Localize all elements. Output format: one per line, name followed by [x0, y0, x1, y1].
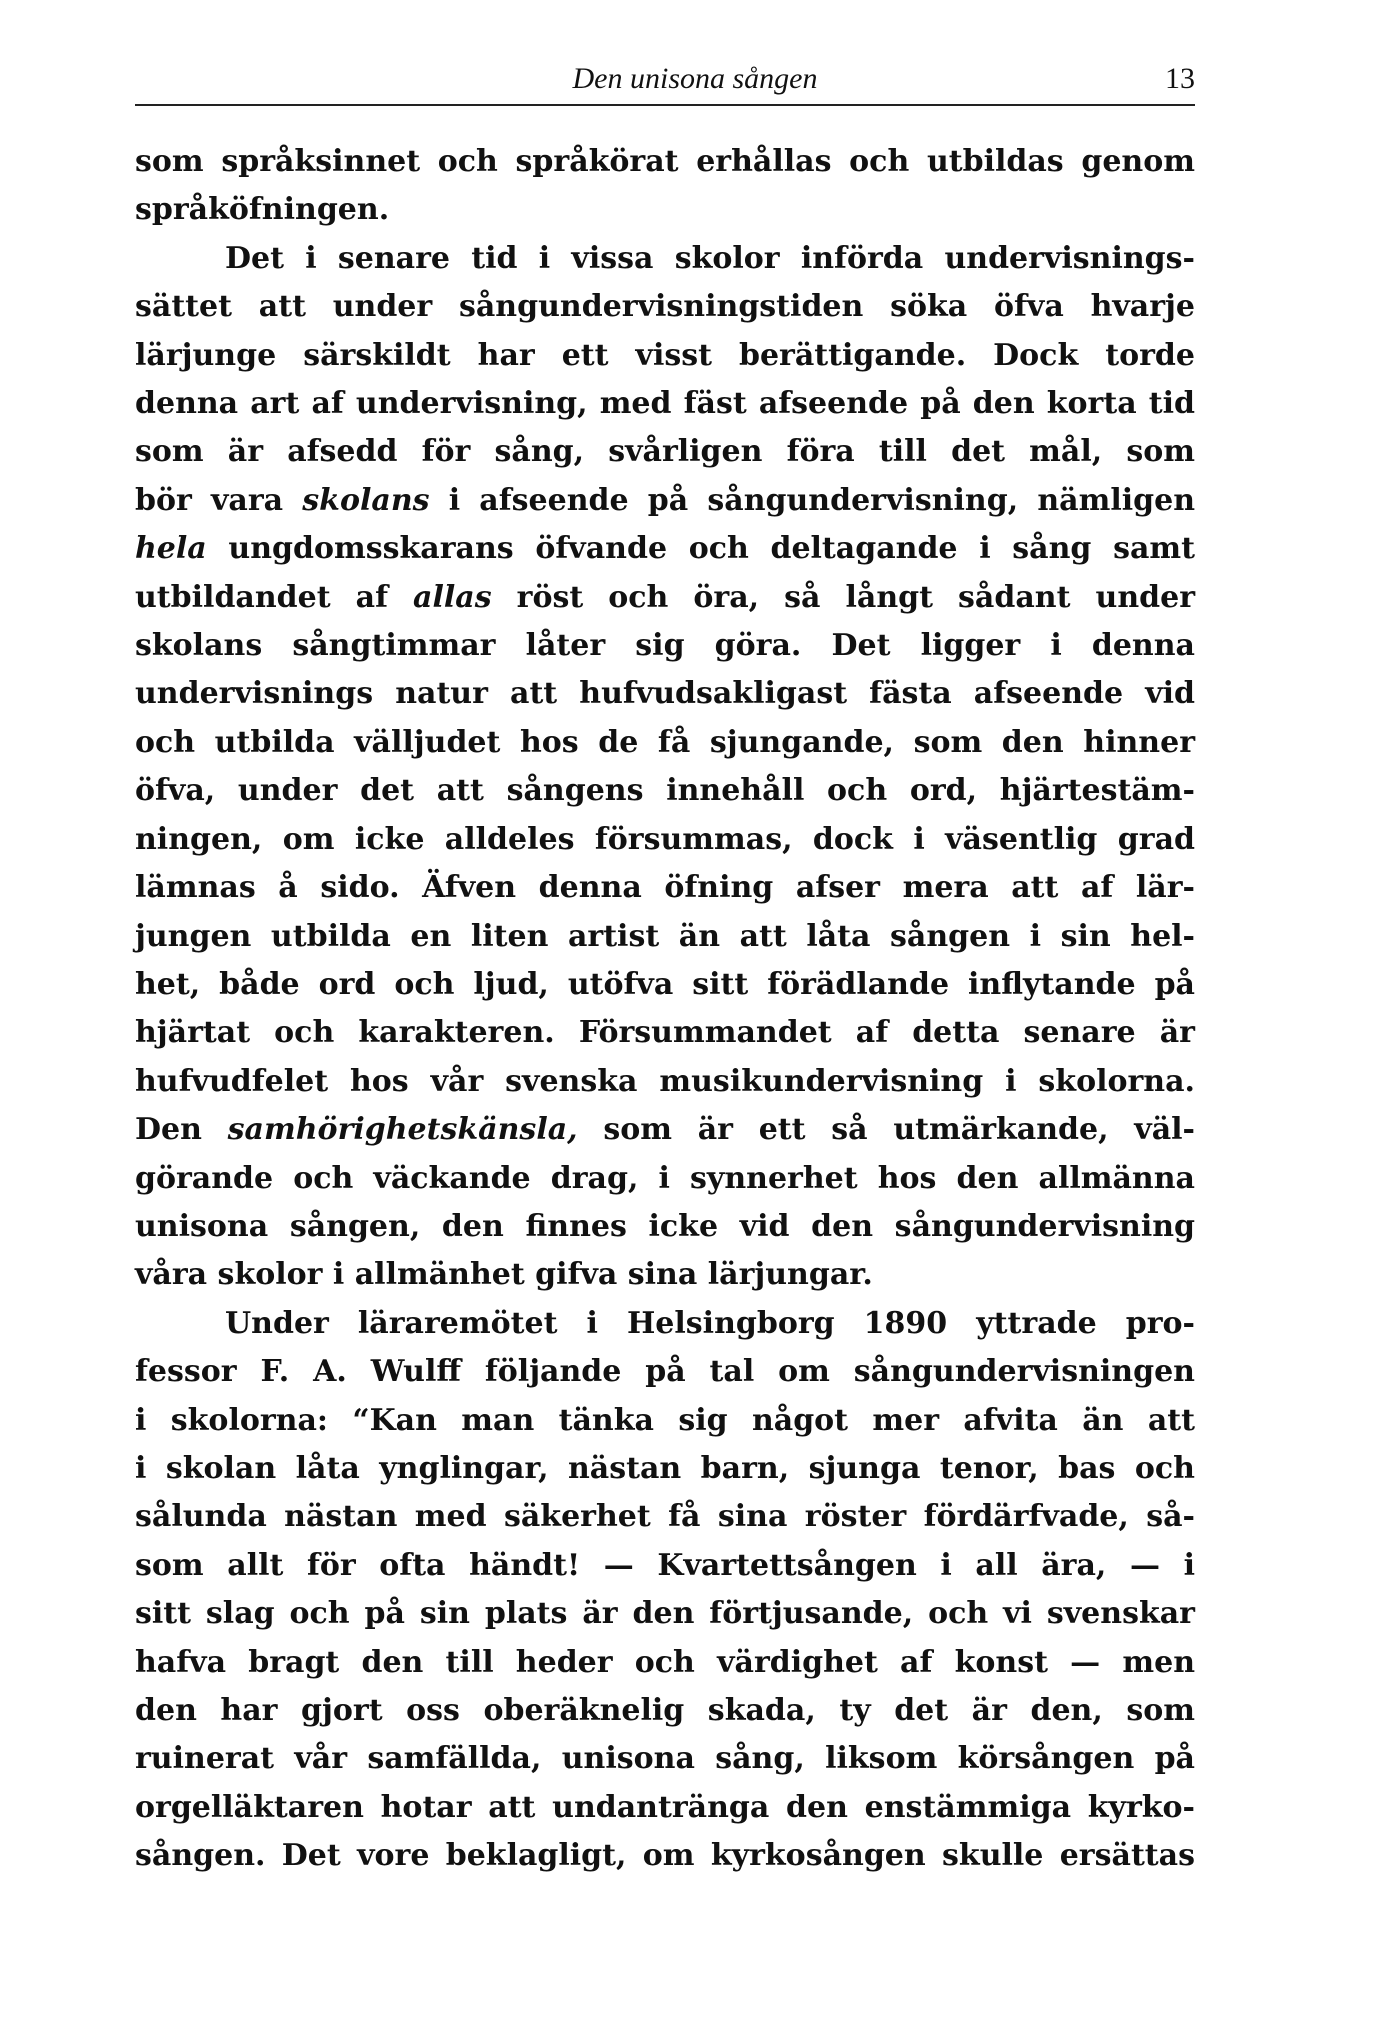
text-line: som språksinnet och språkörat erhållas och utbildas genom: [135, 144, 1195, 179]
text-line: lärjunge särskildt har ett visst berättigande. Dock torde: [135, 337, 1195, 373]
text-line: het, både ord och ljud, utöfva sitt förädlande inflytande på: [135, 966, 1195, 1002]
emphasized-text: hela: [135, 531, 207, 567]
text-line: i skolorna: “Kan man tänka sig något mer afvita än att: [135, 1402, 1195, 1438]
text-line: hafva bragt den till heder och värdighet af konst — men: [135, 1644, 1195, 1680]
text-line: i skolan låta ynglingar, nästan barn, sjunga tenor, bas och: [135, 1450, 1195, 1486]
text-line: hufvudfelet hos vår svenska musikundervisning i skolorna.: [135, 1063, 1195, 1099]
text-line: hjärtat och karakteren. Försummandet af detta senare är: [135, 1015, 1195, 1051]
text-line: [135, 477, 1195, 525]
text-line: som är afsedd för sång, svårligen föra till det mål, som: [135, 434, 1195, 470]
text-segment: ungdomsskarans öfvande och deltagande i sång samt: [206, 531, 1195, 567]
text-line: våra skolor i allmänhet gifva sina lärjungar.: [135, 1257, 873, 1293]
text-line: ruinerat vår samfällda, unisona sång, liksom körsången på: [135, 1741, 1195, 1777]
header-rule: [135, 104, 1195, 106]
text-line: jungen utbilda en liten artist än att låta sången i sin hel-: [135, 918, 1195, 954]
body-text: [135, 138, 1195, 1881]
emphasized-text: allas: [413, 579, 492, 615]
running-head: [135, 62, 1195, 112]
text-line: undervisnings natur att hufvudsakligast fästa afseende vid: [135, 676, 1195, 712]
text-line: öfva, under det att sångens innehåll och ord, hjärtestäm-: [135, 773, 1195, 809]
text-segment: röst och öra, så långt sådant under: [491, 579, 1195, 615]
text-line: sålunda nästan med säkerhet få sina röster fördärfvade, så-: [135, 1499, 1195, 1535]
text-line: orgelläktaren hotar att undantränga den enstämmiga kyrko-: [135, 1789, 1195, 1825]
text-segment: bör vara: [135, 482, 303, 518]
text-line: skolans sångtimmar låter sig göra. Det ligger i denna: [135, 628, 1195, 664]
book-page: [135, 62, 1195, 1881]
text-line: [135, 1106, 1195, 1154]
emphasized-text: samhörighetskänsla,: [227, 1112, 578, 1148]
text-line: och utbilda välljudet hos de få sjungande, som den hinner: [135, 724, 1195, 760]
text-line: [135, 525, 1195, 573]
emphasized-text: skolans: [302, 482, 430, 518]
text-line: unisona sången, den finnes icke vid den sångundervisning: [135, 1208, 1195, 1244]
text-segment: utbildandet af: [135, 579, 414, 615]
text-segment: som är ett så utmärkande, väl-: [577, 1112, 1196, 1148]
text-line: sången. Det vore beklagligt, om kyrkosången skulle ersättas: [135, 1838, 1195, 1874]
page-number: 13: [1165, 62, 1195, 95]
text-line: [135, 574, 1195, 622]
running-title: Den unisona sången: [572, 62, 818, 95]
text-segment: Den: [135, 1112, 228, 1148]
text-line: sättet att under sångundervisningstiden söka öfva hvarje: [135, 289, 1195, 325]
text-line: Under läraremötet i Helsingborg 1890 yttrade pro-: [225, 1305, 1195, 1341]
text-line: denna art af undervisning, med fäst afseende på den korta tid: [135, 386, 1195, 422]
text-line: sitt slag och på sin plats är den förtjusande, och vi svenskar: [135, 1596, 1195, 1632]
text-line: språköfningen.: [135, 192, 390, 228]
text-line: Det i senare tid i vissa skolor införda undervisnings-: [225, 240, 1195, 276]
text-segment: i afseende på sångundervisning, nämligen: [429, 482, 1196, 518]
text-line: som allt för ofta händt! — Kvartettsången i all ära, — i: [135, 1547, 1195, 1583]
text-line: görande och väckande drag, i synnerhet hos den allmänna: [135, 1160, 1195, 1196]
text-line: lämnas å sido. Äfven denna öfning afser mera att af lär-: [135, 870, 1195, 906]
text-line: ningen, om icke alldeles försummas, dock i väsentlig grad: [135, 821, 1195, 857]
text-line: den har gjort oss oberäknelig skada, ty det är den, som: [135, 1693, 1195, 1728]
text-line: fessor F. A. Wulff följande på tal om sångundervisningen: [135, 1354, 1195, 1390]
